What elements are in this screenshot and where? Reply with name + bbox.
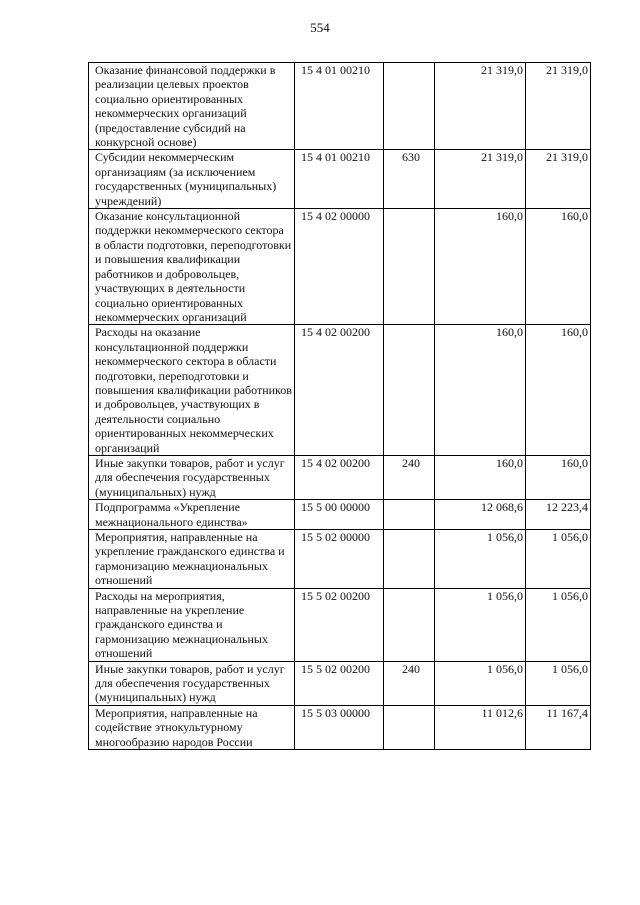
row-amount-2: 21 319,0 — [526, 150, 591, 209]
row-name: Иные закупки товаров, работ и услуг для обеспечения государственных (муниципальных) нужд — [89, 455, 295, 499]
row-code: 15 4 02 00200 — [295, 325, 384, 456]
page-number: 554 — [310, 20, 330, 35]
table-row — [89, 325, 591, 456]
row-amount-2: 1 056,0 — [526, 530, 591, 589]
row-code: 15 5 00 00000 — [295, 500, 384, 530]
row-amount-1: 1 056,0 — [435, 588, 526, 661]
row-code: 15 5 03 00000 — [295, 705, 384, 749]
row-type — [384, 705, 435, 749]
row-amount-1: 160,0 — [435, 209, 526, 325]
row-amount-2: 12 223,4 — [526, 500, 591, 530]
row-amount-1: 12 068,6 — [435, 500, 526, 530]
table-row — [89, 500, 591, 530]
row-type: 630 — [384, 150, 435, 209]
row-amount-1: 21 319,0 — [435, 63, 526, 150]
row-amount-1: 1 056,0 — [435, 661, 526, 705]
row-name: Иные закупки товаров, работ и услуг для обеспечения государственных (муниципальных) нужд — [89, 661, 295, 705]
row-amount-1: 160,0 — [435, 455, 526, 499]
row-amount-2: 160,0 — [526, 455, 591, 499]
row-type — [384, 500, 435, 530]
row-type: 240 — [384, 661, 435, 705]
row-type — [384, 209, 435, 325]
row-code: 15 4 02 00000 — [295, 209, 384, 325]
row-name: Оказание финансовой поддержки в реализации целевых проектов социально ориентированных некоммерческих организаций (предоставление субсидий на конкурсной основе) — [89, 63, 295, 150]
row-name: Подпрограмма «Укрепление межнационального единства» — [89, 500, 295, 530]
table-row — [89, 455, 591, 499]
row-type — [384, 325, 435, 456]
row-name: Расходы на мероприятия, направленные на укрепление гражданского единства и гармонизацию межнациональных отношений — [89, 588, 295, 661]
row-code: 15 5 02 00000 — [295, 530, 384, 589]
row-type: 240 — [384, 455, 435, 499]
budget-table — [88, 62, 591, 750]
row-code: 15 4 02 00200 — [295, 455, 384, 499]
row-amount-2: 11 167,4 — [526, 705, 591, 749]
row-amount-2: 1 056,0 — [526, 588, 591, 661]
table-row — [89, 63, 591, 150]
row-amount-1: 160,0 — [435, 325, 526, 456]
row-type — [384, 530, 435, 589]
row-code: 15 5 02 00200 — [295, 588, 384, 661]
row-amount-2: 21 319,0 — [526, 63, 591, 150]
row-name: Субсидии некоммерческим организациям (за исключением государственных (муниципальных) учреждений) — [89, 150, 295, 209]
table-row — [89, 530, 591, 589]
row-amount-1: 21 319,0 — [435, 150, 526, 209]
row-code: 15 4 01 00210 — [295, 150, 384, 209]
table-row — [89, 588, 591, 661]
table-row — [89, 209, 591, 325]
row-name: Расходы на оказание консультационной поддержки некоммерческого сектора в области подготовки, переподготовки и повышения квалификации работников и добровольцев, участвующих в деятельности социально ориентированных некоммерческих организаций — [89, 325, 295, 456]
row-code: 15 4 01 00210 — [295, 63, 384, 150]
row-amount-1: 11 012,6 — [435, 705, 526, 749]
row-amount-2: 160,0 — [526, 209, 591, 325]
table-row — [89, 661, 591, 705]
row-amount-1: 1 056,0 — [435, 530, 526, 589]
row-amount-2: 1 056,0 — [526, 661, 591, 705]
row-name: Мероприятия, направленные на содействие этнокультурному многообразию народов России — [89, 705, 295, 749]
row-type — [384, 588, 435, 661]
row-type — [384, 63, 435, 150]
row-name: Оказание консультационной поддержки некоммерческого сектора в области подготовки, переподготовки и повышения квалификации работников и добровольцев, участвующих в деятельности социально ориентированных некоммерческих организаций — [89, 209, 295, 325]
table-row — [89, 150, 591, 209]
row-amount-2: 160,0 — [526, 325, 591, 456]
row-code: 15 5 02 00200 — [295, 661, 384, 705]
row-name: Мероприятия, направленные на укрепление гражданского единства и гармонизацию межнациональных отношений — [89, 530, 295, 589]
table-row — [89, 705, 591, 749]
